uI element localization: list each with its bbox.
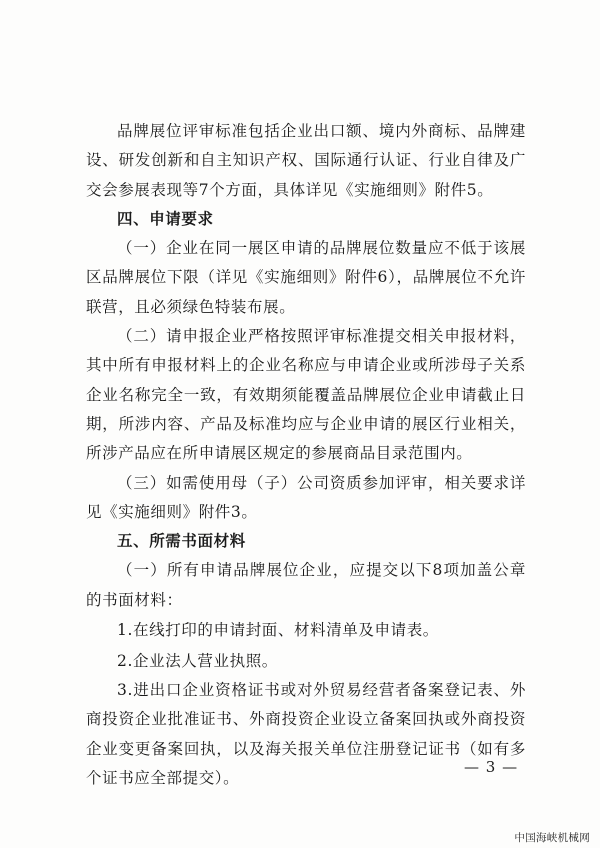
paragraph-material-item-3: 3.进出口企业资格证书或对外贸易经营者备案登记表、外商投资企业批准证书、外商投资企业设立备案回执或外商投资企业变更备案回执，以及海关报关单位注册登记证书（如有多个证书应全部提交）。 xyxy=(86,681,526,787)
source-watermark: 中国海峡机械网 xyxy=(514,832,590,844)
paragraph-requirement-1: （一）企业在同一展区申请的品牌展位数量应不低于该展区品牌展位下限（详见《实施细则》附件6），品牌展位不允许联营，且必须绿色特装布展。 xyxy=(86,239,526,316)
document-body xyxy=(86,117,526,793)
paragraph-requirement-2: （二）请申报企业严格按照评审标准提交相关申报材料，其中所有申报材料上的企业名称应与申请企业或所涉母子关系企业名称完全一致，有效期须能覆盖品牌展位企业申请截止日期，所涉内容、产品及标准均应与企业申请的展区行业相关，所涉产品应在所申请展区规定的参展商品目录范围内。 xyxy=(86,327,526,463)
page-number: — 3 — xyxy=(464,758,519,776)
section-heading-required-materials: 五、所需书面材料 xyxy=(117,532,246,551)
paragraph-material-item-1: 1.在线打印的申请封面、材料清单及申请表。 xyxy=(117,621,439,640)
paragraph-evaluation-criteria: 品牌展位评审标准包括企业出口额、境内外商标、品牌建设、研发创新和自主知识产权、国际通行认证、行业自律及广交会参展表现等7个方面，具体详见《实施细则》附件5。 xyxy=(86,122,526,199)
paragraph-material-item-2: 2.企业法人营业执照。 xyxy=(117,651,278,670)
paragraph-requirement-3: （三）如需使用母（子）公司资质参加评审，相关要求详见《实施细则》附件3。 xyxy=(86,473,526,521)
section-heading-application-requirements: 四、申请要求 xyxy=(117,209,214,228)
paragraph-materials-intro: （一）所有申请品牌展位企业，应提交以下8项加盖公章的书面材料： xyxy=(86,561,526,609)
